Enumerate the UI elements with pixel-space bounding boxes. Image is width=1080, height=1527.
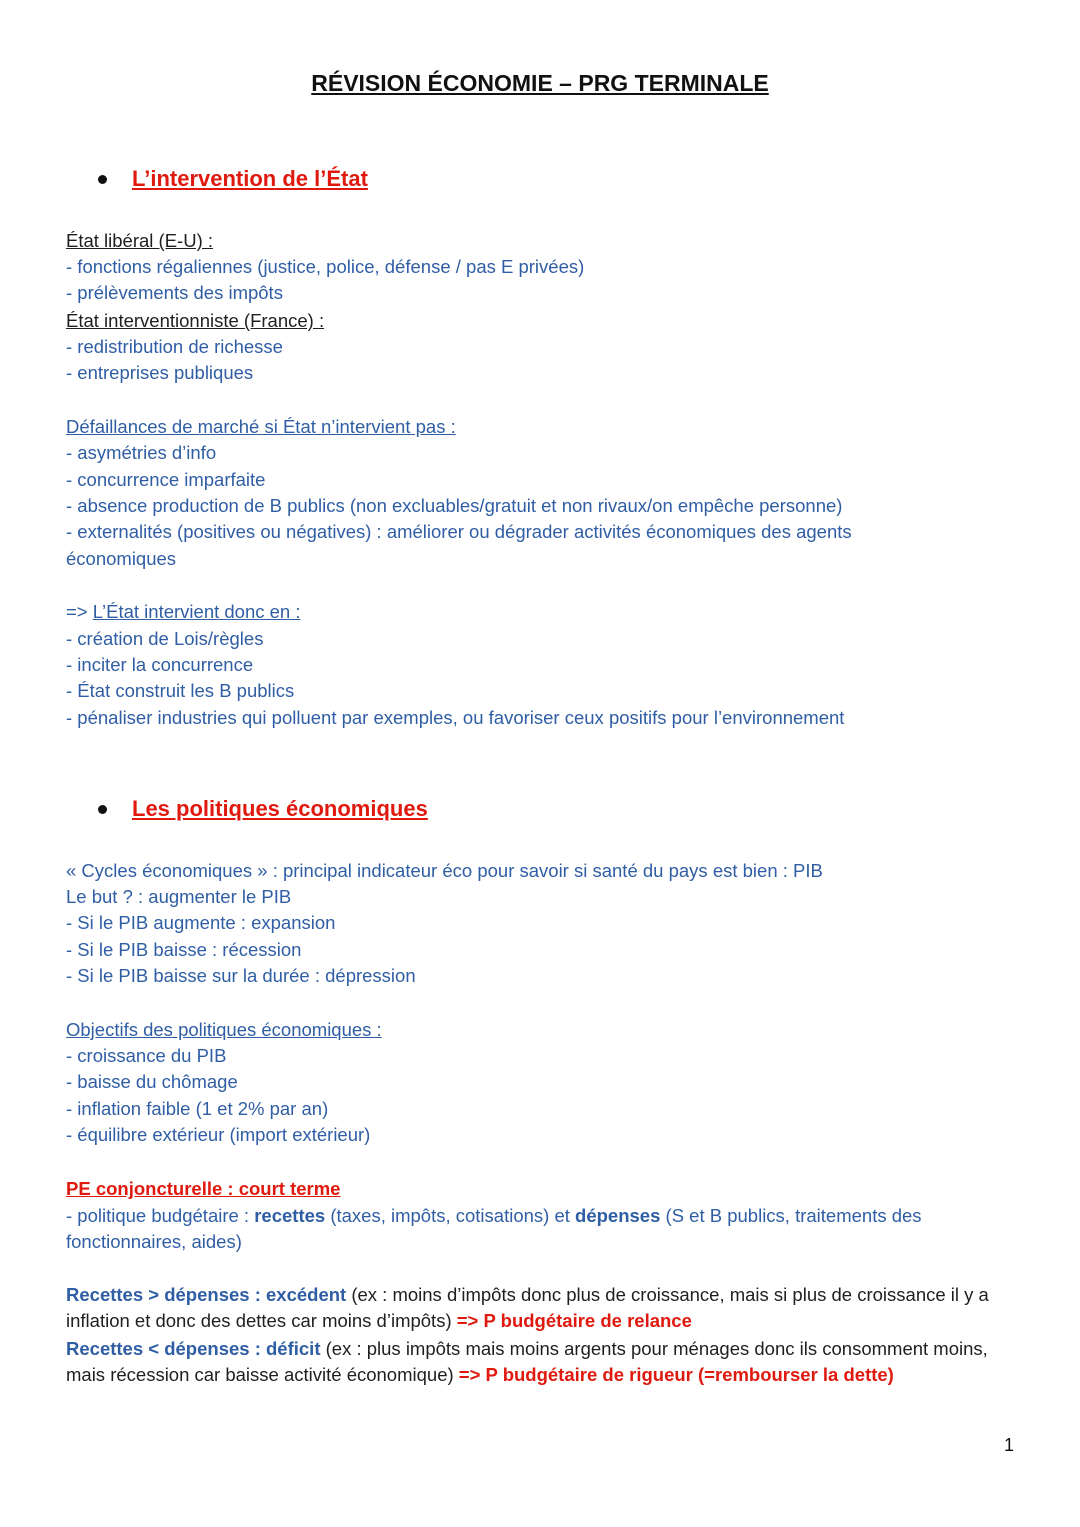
- objectives-title: Objectifs des politiques économiques :: [66, 1019, 382, 1040]
- deficit-text: (ex : plus impôts mais moins argents pour ménages donc ils consomment moins, mais récession car baisse activité économique): [66, 1338, 988, 1385]
- budget-text: - politique budgétaire :: [66, 1205, 255, 1226]
- bullet-icon: [98, 805, 107, 814]
- list-item: - inflation faible (1 et 2% par an): [66, 1098, 329, 1119]
- list-item: - croissance du PIB: [66, 1045, 227, 1066]
- pe-title: PE conjoncturelle : court terme: [66, 1178, 341, 1199]
- section-heading-intervention: [98, 166, 368, 192]
- list-item: - absence production de B publics (non excluables/gratuit et non rivaux/on empêche personne): [66, 495, 843, 516]
- section-heading-policies: [98, 796, 428, 822]
- deficit-bold: Recettes < dépenses : déficit: [66, 1338, 321, 1359]
- surplus-bold: Recettes > dépenses : excédent: [66, 1284, 347, 1305]
- list-item: - concurrence imparfaite: [66, 469, 266, 490]
- list-item: - redistribution de richesse: [66, 336, 283, 357]
- list-item: économiques: [66, 548, 177, 569]
- cycle-line: « Cycles économiques » : principal indicateur éco pour savoir si santé du pays est bien : PIB: [66, 860, 823, 881]
- arrow-text: =>: [66, 601, 93, 622]
- section-heading-text: Les politiques économiques: [132, 796, 428, 821]
- surplus-policy: => P budgétaire de relance: [456, 1310, 692, 1331]
- budget-bold: recettes: [254, 1205, 326, 1226]
- list-item: - inciter la concurrence: [66, 654, 254, 675]
- page-title: RÉVISION ÉCONOMIE – PRG TERMINALE: [311, 70, 769, 96]
- list-item: - pénaliser industries qui polluent par exemples, ou favoriser ceux positifs pour l’environnement: [66, 707, 845, 728]
- surplus-paragraph: [66, 1282, 1020, 1334]
- page-number: 1: [1003, 1435, 1014, 1455]
- list-item: - asymétries d’info: [66, 442, 217, 463]
- list-item: - prélèvements des impôts: [66, 282, 283, 303]
- list-item: - création de Lois/règles: [66, 628, 264, 649]
- list-item: - externalités (positives ou négatives) : améliorer ou dégrader activités économiques des agents: [66, 521, 852, 542]
- cycle-line: - Si le PIB baisse : récession: [66, 939, 302, 960]
- list-item: - baisse du chômage: [66, 1071, 238, 1092]
- budget-bold: dépenses: [575, 1205, 661, 1226]
- bullet-icon: [98, 175, 107, 184]
- deficit-policy: => P budgétaire de rigueur (=rembourser la dette): [458, 1364, 894, 1385]
- conclusion-title: L’État intervient donc en :: [92, 601, 301, 622]
- list-item: - fonctions régaliennes (justice, police, défense / pas E privées): [66, 256, 585, 277]
- cycle-line: - Si le PIB baisse sur la durée : dépression: [66, 965, 416, 986]
- section-heading-text: L’intervention de l’État: [132, 166, 368, 191]
- cycle-line: Le but ? : augmenter le PIB: [66, 886, 292, 907]
- liberal-title: État libéral (E-U) :: [66, 230, 214, 251]
- list-item: - État construit les B publics: [66, 680, 295, 701]
- conclusion-line: [66, 599, 1020, 625]
- budget-text: (S et B publics, traitements des fonctionnaires, aides): [66, 1205, 922, 1252]
- failures-title: Défaillances de marché si État n’intervient pas :: [66, 416, 456, 437]
- list-item: - équilibre extérieur (import extérieur): [66, 1124, 371, 1145]
- budget-text: (taxes, impôts, cotisations) et: [325, 1205, 576, 1226]
- list-item: - entreprises publiques: [66, 362, 254, 383]
- cycle-line: - Si le PIB augmente : expansion: [66, 912, 336, 933]
- deficit-paragraph: [66, 1336, 1020, 1388]
- budget-policy-text: [66, 1203, 1020, 1255]
- interventionist-title: État interventionniste (France) :: [66, 310, 325, 331]
- surplus-text: (ex : moins d’impôts donc plus de croissance, mais si plus de croissance il y a inflation et donc des dettes car moins d’impôts): [66, 1284, 989, 1331]
